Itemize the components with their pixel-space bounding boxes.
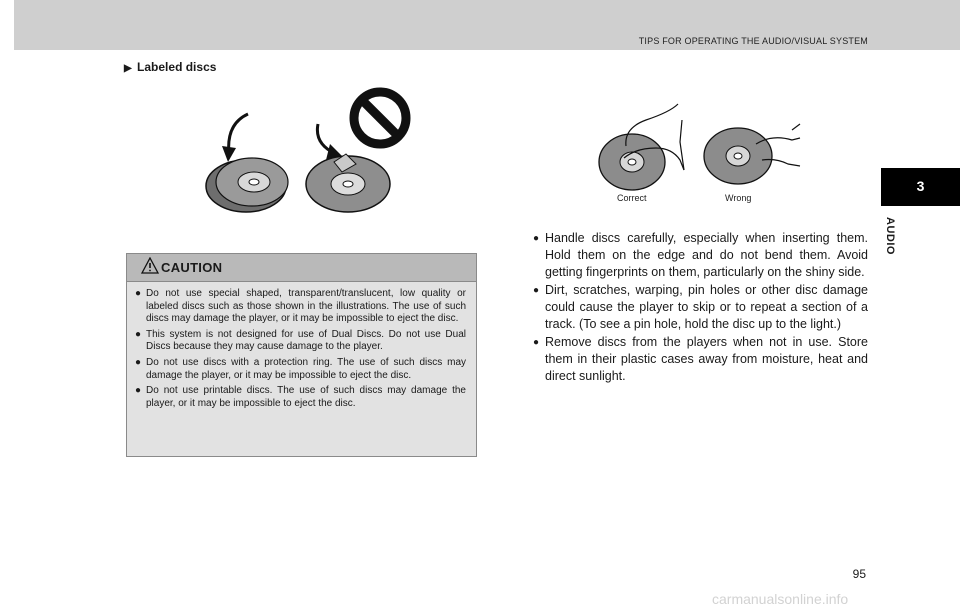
wrong-caption: Wrong — [725, 193, 752, 203]
caution-item-text: Do not use printable discs. The use of such discs may damage the player, or it may be impossible to eject the disc. — [146, 385, 466, 409]
caution-item — [135, 357, 466, 382]
correct-caption: Correct — [617, 193, 647, 203]
caution-item-text: Do not use special shaped, transparent/translucent, low quality or labeled discs such as those shown in the illustrations. The use of such discs may damage the player, or it may be impossible to eject the disc. — [146, 288, 466, 325]
tip-item-text: Dirt, scratches, warping, pin holes or other disc damage could cause the player to skip or to repeat a section of a track. (To see a pin hole, hold the disc up to the light.) — [545, 283, 868, 331]
bullet-icon: ● — [135, 328, 142, 340]
caution-header — [127, 254, 476, 282]
caution-item-text: Do not use discs with a protection ring. The use of such discs may damage the player, or it may be impossible to eject the disc. — [146, 356, 466, 381]
disc-handling-illustration — [596, 100, 806, 195]
caution-list — [127, 282, 476, 410]
caution-title: CAUTION — [161, 260, 223, 275]
caution-item — [135, 329, 466, 354]
chapter-tab — [881, 168, 960, 206]
bullet-icon: ● — [135, 385, 142, 397]
caution-item-text: This system is not designed for use of Dual Discs. Do not use Dual Discs because they may cause damage to the player. — [146, 328, 466, 353]
bullet-icon: ● — [533, 337, 540, 348]
tip-item-text: Remove discs from the players when not in use. Store them in their plastic cases away from moisture, heat and direct sunlight. — [545, 335, 868, 383]
chapter-label-text: AUDIO — [884, 217, 896, 255]
tip-item-text: Handle discs carefully, especially when inserting them. Hold them on the edge and do not bend them. Avoid getting fingerprints on them, particularly on the shiny side. — [545, 231, 868, 279]
labeled-discs-illustration — [196, 84, 422, 214]
bullet-icon: ● — [533, 233, 540, 244]
running-header: TIPS FOR OPERATING THE AUDIO/VISUAL SYSTEM — [638, 36, 868, 46]
warning-triangle-icon — [141, 257, 159, 274]
chapter-label — [878, 206, 900, 266]
page-number: 95 — [852, 567, 866, 581]
caution-item — [135, 288, 466, 326]
caution-item — [135, 385, 466, 410]
bullet-icon: ● — [135, 356, 142, 368]
section-heading-text: Labeled discs — [137, 60, 217, 74]
chapter-number: 3 — [916, 178, 925, 194]
bullet-icon: ● — [533, 285, 540, 296]
section-heading — [124, 60, 216, 74]
tip-item — [532, 282, 868, 333]
tip-item — [532, 334, 868, 385]
tip-item — [532, 230, 868, 281]
disc-handling-tips — [532, 230, 868, 386]
bullet-icon: ● — [135, 288, 142, 299]
watermark: carmanualsonline.info — [712, 591, 849, 607]
caution-box — [126, 253, 477, 457]
arrow-icon: ▶ — [124, 63, 132, 74]
